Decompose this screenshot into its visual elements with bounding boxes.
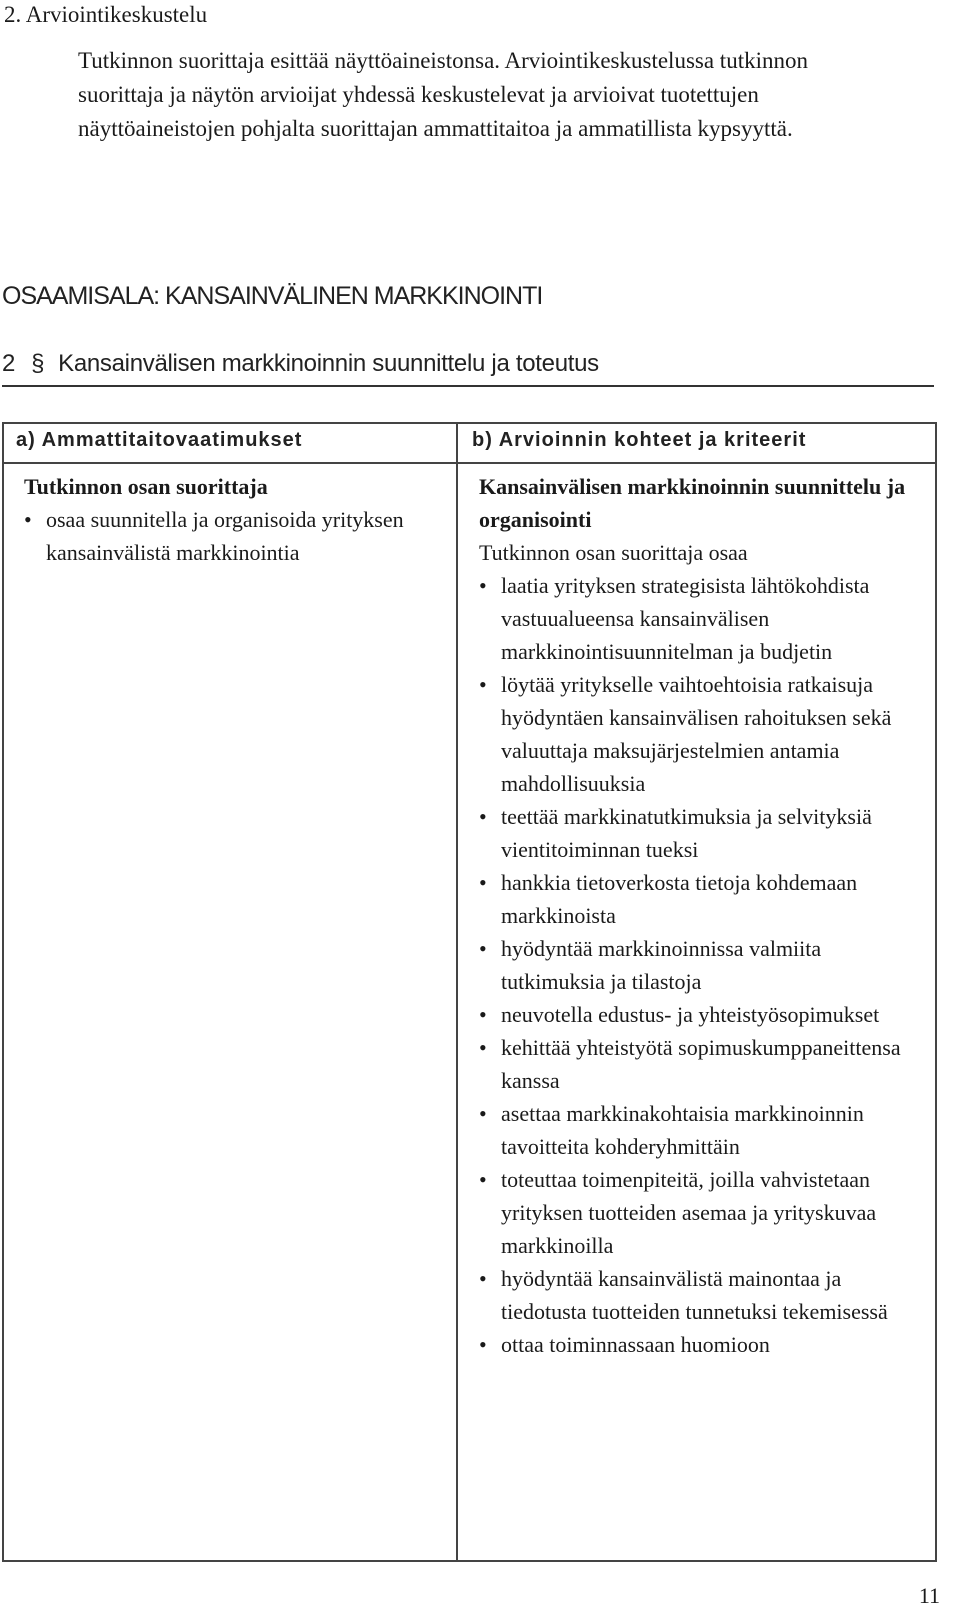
list-item-text: teettää markkinatutkimuksia ja selvityksiä vientitoiminnan tueksi [501,804,872,862]
bullet-icon: • [479,1332,487,1357]
list-item [479,866,909,932]
list-item [479,1031,909,1097]
criteria-table [2,422,937,1562]
column-a-subhead: Tutkinnon osan suorittaja [24,474,268,499]
unit-divider [2,385,934,387]
list-item-text: löytää yritykselle vaihtoehtoisia ratkaisuja hyödyntäen kansainvälisen rahoituksen sekä valuuttaja maksujärjestelmien antamia mahdollisuuksia [501,672,892,796]
list-item [479,998,909,1031]
column-b-header: b) Arvioinnin kohteet ja kriteerit [472,429,807,451]
requirement-list [24,503,434,569]
bullet-icon: • [479,1266,487,1291]
list-item-text: hyödyntää kansainvälistä mainontaa ja tiedotusta tuotteiden tunnetuksi tekemisessä [501,1266,888,1324]
unit-title: Kansainvälisen markkinoinnin suunnittelu ja toteutus [58,350,599,377]
bullet-icon: • [24,507,32,532]
list-item [479,668,909,800]
column-b-subhead: Kansainvälisen markkinoinnin suunnittelu ja organisointi [479,474,906,532]
column-a-header: a) Ammattitaitovaatimukset [16,429,303,451]
bullet-icon: • [479,1101,487,1126]
list-item-text: ottaa toiminnassaan huomioon [501,1332,770,1357]
bullet-icon: • [479,936,487,961]
list-item-text: kehittää yhteistyötä sopimuskumppaneittensa kanssa [501,1035,901,1093]
list-item-text: osaa suunnitella ja organisoida yrityksen kansainvälistä markkinointia [46,507,404,565]
header-divider [4,462,935,464]
bullet-icon: • [479,804,487,829]
list-item-text: neuvotella edustus- ja yhteistyösopimukset [501,1002,880,1027]
list-item [479,569,909,668]
bullet-icon: • [479,672,487,697]
criteria-list [479,569,909,1361]
area-title: OSAAMISALA: KANSAINVÄLINEN MARKKINOINTI [2,282,543,310]
unit-heading [2,350,599,378]
unit-number: 2 [2,350,16,377]
section-heading: 2. Arviointikeskustelu [4,2,208,27]
intro-paragraph: Tutkinnon suorittaja esittää näyttöaineistonsa. Arviointikeskustelussa tutkinnon suorittaja ja näytön arvioijat yhdessä keskustelevat ja arvioivat tuotettujen näyttöaineistojen pohjalta suorittajan ammattitaitoa ja ammatillista kypsyyttä. [78,48,808,141]
list-item [479,1163,909,1262]
list-item [479,800,909,866]
bullet-icon: • [479,1035,487,1060]
column-b-lead: Tutkinnon osan suorittaja osaa [479,540,748,565]
list-item [479,1097,909,1163]
bullet-icon: • [479,870,487,895]
list-item [479,1328,909,1361]
section-symbol: § [31,350,45,377]
list-item-text: hyödyntää markkinoinnissa valmiita tutkimuksia ja tilastoja [501,936,822,994]
column-divider [456,424,458,1560]
bullet-icon: • [479,1167,487,1192]
bullet-icon: • [479,1002,487,1027]
column-a [24,470,434,569]
list-item-text: hankkia tietoverkosta tietoja kohdemaan markkinoista [501,870,858,928]
bullet-icon: • [479,573,487,598]
list-item-text: toteuttaa toimenpiteitä, joilla vahvistetaan yrityksen tuotteiden asemaa ja yrityskuvaa markkinoilla [501,1167,877,1258]
list-item [479,1262,909,1328]
list-item-text: laatia yrityksen strategisista lähtökohdista vastuualueensa kansainvälisen markkinointisuunnitelman ja budjetin [501,573,870,664]
list-item [24,503,434,569]
list-item [479,932,909,998]
column-b [479,470,909,1361]
page-number: 11 [918,1583,940,1608]
list-item-text: asettaa markkinakohtaisia markkinoinnin tavoitteita kohderyhmittäin [501,1101,864,1159]
